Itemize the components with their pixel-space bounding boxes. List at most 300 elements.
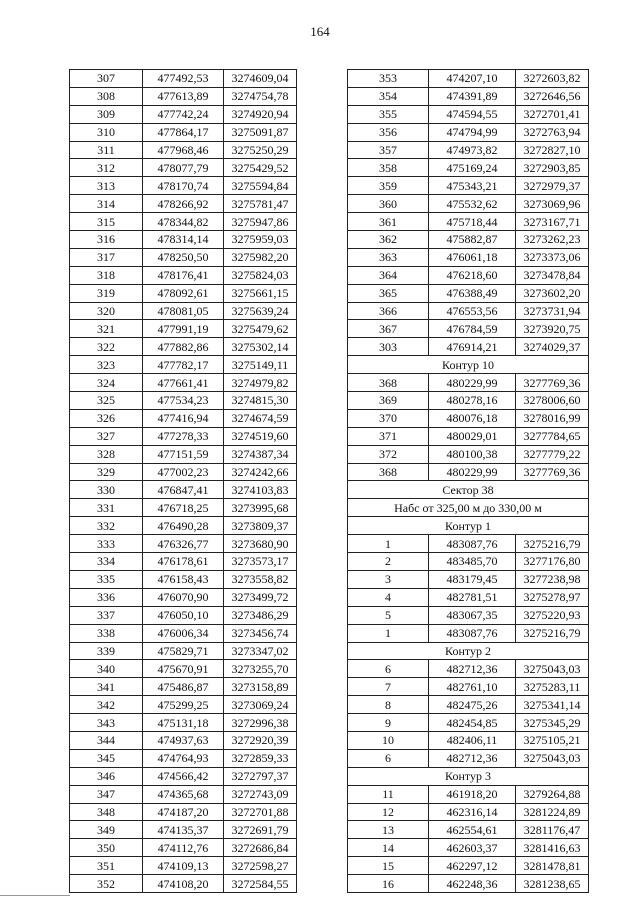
table-row: [348, 731, 589, 749]
table-row: [70, 231, 297, 249]
page-number: 164: [310, 24, 330, 39]
coordinate-x: 474112,76: [143, 839, 224, 857]
coordinate-y: 3272743,09: [224, 785, 297, 803]
point-number: 5: [348, 606, 429, 624]
point-number: 10: [348, 731, 429, 749]
coordinate-x: 477864,17: [143, 123, 224, 141]
point-number: 308: [70, 87, 143, 105]
point-number: 315: [70, 213, 143, 231]
table-row: [70, 481, 297, 499]
coordinate-x: 477661,41: [143, 374, 224, 392]
coordinate-x: 476718,25: [143, 499, 224, 517]
coordinate-y: 3273995,68: [224, 499, 297, 517]
table-row: [70, 195, 297, 213]
coordinate-y: 3273573,17: [224, 553, 297, 571]
coordinate-x: 477492,53: [143, 70, 224, 88]
point-number: 342: [70, 696, 143, 714]
coordinate-y: 3272859,33: [224, 749, 297, 767]
coordinate-x: 462316,14: [429, 803, 516, 821]
coordinate-y: 3274519,60: [224, 427, 297, 445]
point-number: 353: [348, 70, 429, 88]
point-number: 11: [348, 785, 429, 803]
coordinate-y: 3277176,80: [516, 553, 589, 571]
section-heading-row: [348, 481, 589, 499]
table-row: [70, 409, 297, 427]
table-row: [70, 427, 297, 445]
table-row: [348, 553, 589, 571]
coordinate-y: 3281176,47: [516, 821, 589, 839]
coordinate-x: 475670,91: [143, 660, 224, 678]
point-number: 6: [348, 749, 429, 767]
table-row: [348, 445, 589, 463]
coordinate-y: 3272686,84: [224, 839, 297, 857]
coordinate-x: 482781,51: [429, 588, 516, 606]
point-number: 349: [70, 821, 143, 839]
table-row: [348, 857, 589, 875]
table-row: [348, 177, 589, 195]
table-row: [348, 714, 589, 732]
point-number: 351: [70, 857, 143, 875]
coordinate-x: 475131,18: [143, 714, 224, 732]
section-heading: Набс от 325,00 м до 330,00 м: [348, 499, 589, 517]
coordinate-x: 477782,17: [143, 356, 224, 374]
point-number: 360: [348, 195, 429, 213]
point-number: 366: [348, 302, 429, 320]
coordinate-x: 480229,99: [429, 374, 516, 392]
point-number: 358: [348, 159, 429, 177]
table-row: [348, 392, 589, 410]
coordinate-x: 478250,50: [143, 248, 224, 266]
point-number: 364: [348, 266, 429, 284]
table-row: [70, 875, 297, 893]
table-row: [70, 392, 297, 410]
point-number: 322: [70, 338, 143, 356]
coordinate-x: 480100,38: [429, 445, 516, 463]
table-row: [348, 195, 589, 213]
point-number: 310: [70, 123, 143, 141]
coordinate-x: 462297,12: [429, 857, 516, 875]
point-number: 347: [70, 785, 143, 803]
table-row: [70, 302, 297, 320]
coordinate-y: 3277769,36: [516, 374, 589, 392]
coordinate-y: 3275959,03: [224, 231, 297, 249]
point-number: 359: [348, 177, 429, 195]
coordinate-x: 478077,79: [143, 159, 224, 177]
coordinate-y: 3275341,14: [516, 696, 589, 714]
point-number: 339: [70, 642, 143, 660]
point-number: 365: [348, 284, 429, 302]
coordinate-x: 477613,89: [143, 87, 224, 105]
point-number: 13: [348, 821, 429, 839]
coordinate-y: 3275278,97: [516, 588, 589, 606]
table-row: [70, 624, 297, 642]
point-number: 9: [348, 714, 429, 732]
table-row: [348, 749, 589, 767]
table-row: [70, 70, 297, 88]
coordinate-y: 3275781,47: [224, 195, 297, 213]
table-row: [348, 588, 589, 606]
coordinate-y: 3273069,96: [516, 195, 589, 213]
coordinate-y: 3274815,30: [224, 392, 297, 410]
point-number: 314: [70, 195, 143, 213]
point-number: 341: [70, 678, 143, 696]
coordinate-x: 477968,46: [143, 141, 224, 159]
coordinate-y: 3274103,83: [224, 481, 297, 499]
coordinate-x: 477002,23: [143, 463, 224, 481]
coordinate-x: 474937,63: [143, 731, 224, 749]
point-number: 7: [348, 678, 429, 696]
point-number: 324: [70, 374, 143, 392]
coordinate-y: 3275220,93: [516, 606, 589, 624]
coordinate-x: 480029,01: [429, 427, 516, 445]
coordinate-x: 475532,62: [429, 195, 516, 213]
coordinate-y: 3273731,94: [516, 302, 589, 320]
table-row: [348, 624, 589, 642]
table-row: [70, 123, 297, 141]
coordinate-y: 3272763,94: [516, 123, 589, 141]
table-row: [348, 123, 589, 141]
section-heading: Сектор 38: [348, 481, 589, 499]
coordinate-x: 483067,35: [429, 606, 516, 624]
coordinate-x: 477882,86: [143, 338, 224, 356]
point-number: 309: [70, 105, 143, 123]
coordinate-x: 474566,42: [143, 767, 224, 785]
table-row: [70, 570, 297, 588]
coordinate-y: 3275149,11: [224, 356, 297, 374]
point-number: 326: [70, 409, 143, 427]
coordinate-x: 482761,10: [429, 678, 516, 696]
table-row: [70, 839, 297, 857]
table-row: [348, 535, 589, 553]
table-row: [70, 696, 297, 714]
point-number: 8: [348, 696, 429, 714]
table-row: [348, 570, 589, 588]
coordinate-y: 3273680,90: [224, 535, 297, 553]
coordinate-x: 475718,44: [429, 213, 516, 231]
coordinate-x: 475169,24: [429, 159, 516, 177]
coordinate-y: 3273499,72: [224, 588, 297, 606]
table-row: [348, 839, 589, 857]
coordinate-y: 3274754,78: [224, 87, 297, 105]
coordinate-y: 3273167,71: [516, 213, 589, 231]
table-row: [348, 821, 589, 839]
coordinate-y: 3275043,03: [516, 660, 589, 678]
table-row: [70, 660, 297, 678]
table-row: [70, 857, 297, 875]
point-number: 340: [70, 660, 143, 678]
coordinate-y: 3277779,22: [516, 445, 589, 463]
point-number: 327: [70, 427, 143, 445]
coordinate-x: 474764,93: [143, 749, 224, 767]
table-row: [70, 320, 297, 338]
coordinate-x: 476553,56: [429, 302, 516, 320]
coordinate-y: 3275345,29: [516, 714, 589, 732]
section-heading-row: [348, 767, 589, 785]
point-number: 323: [70, 356, 143, 374]
coordinate-x: 462554,61: [429, 821, 516, 839]
section-heading: Контур 10: [348, 356, 589, 374]
point-number: 361: [348, 213, 429, 231]
coordinate-x: 478314,14: [143, 231, 224, 249]
coordinate-y: 3275105,21: [516, 731, 589, 749]
point-number: 371: [348, 427, 429, 445]
table-row: [70, 588, 297, 606]
point-number: 334: [70, 553, 143, 571]
point-number: 3: [348, 570, 429, 588]
table-row: [70, 714, 297, 732]
coordinate-y: 3272603,82: [516, 70, 589, 88]
coordinate-y: 3281416,63: [516, 839, 589, 857]
coordinate-y: 3272691,79: [224, 821, 297, 839]
coordinate-x: 474109,13: [143, 857, 224, 875]
coordinate-y: 3274979,82: [224, 374, 297, 392]
coordinate-y: 3272584,55: [224, 875, 297, 893]
table-row: [70, 463, 297, 481]
coordinate-x: 476326,77: [143, 535, 224, 553]
table-row: [70, 338, 297, 356]
coordinate-y: 3273809,37: [224, 517, 297, 535]
table-row: [348, 141, 589, 159]
table-row: [70, 785, 297, 803]
coordinate-y: 3277769,36: [516, 463, 589, 481]
point-number: 348: [70, 803, 143, 821]
coordinate-y: 3272827,10: [516, 141, 589, 159]
point-number: 336: [70, 588, 143, 606]
coordinate-y: 3272598,27: [224, 857, 297, 875]
point-number: 15: [348, 857, 429, 875]
table-row: [348, 87, 589, 105]
point-number: 368: [348, 463, 429, 481]
coordinate-x: 478266,92: [143, 195, 224, 213]
point-number: 330: [70, 481, 143, 499]
coordinate-y: 3272701,41: [516, 105, 589, 123]
point-number: 311: [70, 141, 143, 159]
table-row: [348, 875, 589, 893]
table-row: [70, 177, 297, 195]
table-row: [70, 284, 297, 302]
point-number: 14: [348, 839, 429, 857]
table-row: [70, 356, 297, 374]
coordinate-x: 478176,41: [143, 266, 224, 284]
table-row: [70, 87, 297, 105]
point-number: 325: [70, 392, 143, 410]
coordinate-x: 482712,36: [429, 660, 516, 678]
point-number: 316: [70, 231, 143, 249]
table-row: [70, 535, 297, 553]
table-row: [348, 159, 589, 177]
coordinate-y: 3275824,03: [224, 266, 297, 284]
coordinate-x: 474794,99: [429, 123, 516, 141]
point-number: 343: [70, 714, 143, 732]
coordinate-y: 3279264,88: [516, 785, 589, 803]
coordinate-x: 477534,23: [143, 392, 224, 410]
table-row: [70, 374, 297, 392]
point-number: 329: [70, 463, 143, 481]
coordinate-x: 474207,10: [429, 70, 516, 88]
table-row: [348, 231, 589, 249]
table-row: [348, 463, 589, 481]
point-number: 6: [348, 660, 429, 678]
point-number: 344: [70, 731, 143, 749]
coordinate-x: 476914,21: [429, 338, 516, 356]
section-heading: Контур 2: [348, 642, 589, 660]
table-row: [348, 302, 589, 320]
coordinate-x: 476218,60: [429, 266, 516, 284]
point-number: 4: [348, 588, 429, 606]
table-row: [70, 678, 297, 696]
table-row: [348, 374, 589, 392]
coordinate-x: 476847,41: [143, 481, 224, 499]
coordinate-y: 3274920,94: [224, 105, 297, 123]
coordinate-x: 474594,55: [429, 105, 516, 123]
coordinate-x: 474365,68: [143, 785, 224, 803]
point-number: 12: [348, 803, 429, 821]
coordinate-x: 461918,20: [429, 785, 516, 803]
point-number: 346: [70, 767, 143, 785]
table-row: [70, 731, 297, 749]
point-number: 321: [70, 320, 143, 338]
coordinate-x: 475829,71: [143, 642, 224, 660]
table-row: [348, 105, 589, 123]
table-row: [70, 248, 297, 266]
coordinate-x: 462603,37: [429, 839, 516, 857]
coordinate-y: 3274387,34: [224, 445, 297, 463]
coordinate-y: 3275639,24: [224, 302, 297, 320]
table-row: [70, 606, 297, 624]
point-number: 355: [348, 105, 429, 123]
point-number: 1: [348, 535, 429, 553]
coordinate-y: 3281238,65: [516, 875, 589, 893]
point-number: 16: [348, 875, 429, 893]
coordinate-y: 3273255,70: [224, 660, 297, 678]
point-number: 335: [70, 570, 143, 588]
coordinate-y: 3273347,02: [224, 642, 297, 660]
coordinate-y: 3275302,14: [224, 338, 297, 356]
section-heading-row: [348, 517, 589, 535]
table-row: [348, 213, 589, 231]
coordinate-y: 3278006,60: [516, 392, 589, 410]
coordinate-y: 3275947,86: [224, 213, 297, 231]
coordinate-x: 483087,76: [429, 624, 516, 642]
point-number: 354: [348, 87, 429, 105]
coordinate-y: 3277238,98: [516, 570, 589, 588]
section-heading: Контур 3: [348, 767, 589, 785]
coordinate-y: 3275982,20: [224, 248, 297, 266]
point-number: 319: [70, 284, 143, 302]
table-row: [70, 499, 297, 517]
coordinate-x: 480076,18: [429, 409, 516, 427]
point-number: 332: [70, 517, 143, 535]
coordinate-x: 476784,59: [429, 320, 516, 338]
coordinate-x: 477742,24: [143, 105, 224, 123]
coordinate-x: 483179,45: [429, 570, 516, 588]
coordinate-x: 482475,26: [429, 696, 516, 714]
coordinate-x: 475882,87: [429, 231, 516, 249]
point-number: 367: [348, 320, 429, 338]
coordinate-x: 477278,33: [143, 427, 224, 445]
coordinate-y: 3275216,79: [516, 624, 589, 642]
coordinate-x: 480229,99: [429, 463, 516, 481]
coordinate-x: 478092,61: [143, 284, 224, 302]
table-row: [348, 606, 589, 624]
coordinate-y: 3275283,11: [516, 678, 589, 696]
point-number: 372: [348, 445, 429, 463]
point-number: 312: [70, 159, 143, 177]
table-row: [70, 266, 297, 284]
table-row: [348, 696, 589, 714]
coordinate-y: 3273478,84: [516, 266, 589, 284]
coordinate-y: 3275091,87: [224, 123, 297, 141]
coordinate-y: 3273920,75: [516, 320, 589, 338]
table-row: [70, 749, 297, 767]
table-row: [348, 248, 589, 266]
coordinate-x: 476388,49: [429, 284, 516, 302]
coordinate-y: 3273262,23: [516, 231, 589, 249]
coordinate-y: 3274674,59: [224, 409, 297, 427]
coordinate-y: 3275043,03: [516, 749, 589, 767]
coordinate-y: 3281224,89: [516, 803, 589, 821]
table-row: [70, 642, 297, 660]
coordinate-x: 474391,89: [429, 87, 516, 105]
coordinate-y: 3272797,37: [224, 767, 297, 785]
coordinate-x: 477991,19: [143, 320, 224, 338]
coordinate-x: 476158,43: [143, 570, 224, 588]
coordinate-y: 3273158,89: [224, 678, 297, 696]
coordinate-y: 3275479,62: [224, 320, 297, 338]
coordinate-x: 483485,70: [429, 553, 516, 571]
point-number: 331: [70, 499, 143, 517]
coordinate-y: 3272646,56: [516, 87, 589, 105]
coordinate-x: 480278,16: [429, 392, 516, 410]
coordinate-y: 3272996,38: [224, 714, 297, 732]
table-row: [348, 338, 589, 356]
table-row: [348, 409, 589, 427]
section-heading-row: [348, 642, 589, 660]
point-number: 345: [70, 749, 143, 767]
point-number: 2: [348, 553, 429, 571]
coordinate-x: 482712,36: [429, 749, 516, 767]
coordinate-x: 474135,37: [143, 821, 224, 839]
coordinate-y: 3273069,24: [224, 696, 297, 714]
coordinate-x: 462248,36: [429, 875, 516, 893]
point-number: 337: [70, 606, 143, 624]
coordinate-y: 3273486,29: [224, 606, 297, 624]
coordinate-y: 3272979,37: [516, 177, 589, 195]
point-number: 352: [70, 875, 143, 893]
coordinate-x: 476070,90: [143, 588, 224, 606]
table-row: [348, 660, 589, 678]
point-number: 317: [70, 248, 143, 266]
coordinate-y: 3273558,82: [224, 570, 297, 588]
table-row: [70, 213, 297, 231]
point-number: 307: [70, 70, 143, 88]
coordinate-y: 3272701,88: [224, 803, 297, 821]
point-number: 320: [70, 302, 143, 320]
table-row: [348, 427, 589, 445]
coordinate-x: 474973,82: [429, 141, 516, 159]
coordinate-x: 475299,25: [143, 696, 224, 714]
coordinate-y: 3274242,66: [224, 463, 297, 481]
section-heading-row: [348, 356, 589, 374]
coordinate-x: 474108,20: [143, 875, 224, 893]
coordinate-x: 482454,85: [429, 714, 516, 732]
coordinate-y: 3278016,99: [516, 409, 589, 427]
point-number: 1: [348, 624, 429, 642]
coordinate-y: 3274029,37: [516, 338, 589, 356]
table-row: [70, 803, 297, 821]
point-number: 362: [348, 231, 429, 249]
table-row: [70, 159, 297, 177]
